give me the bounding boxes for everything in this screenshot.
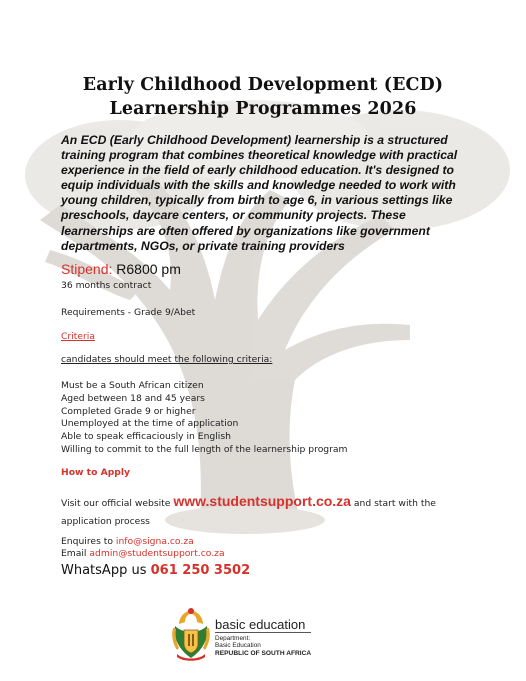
enquires-label: Enquires to xyxy=(61,536,116,547)
visit-website-text xyxy=(61,492,461,531)
title-line-2: Learnership Programmes 2026 xyxy=(109,99,417,119)
page-title xyxy=(0,73,526,121)
criteria-heading-link[interactable]: Criteria xyxy=(61,331,95,342)
list-item: Able to speak efficaciously in English xyxy=(61,431,231,443)
stipend xyxy=(61,260,181,278)
list-item: Completed Grade 9 or higher xyxy=(61,405,196,417)
admin-email-link[interactable]: admin@studentsupport.co.za xyxy=(89,548,225,559)
list-item: Unemployed at the time of application xyxy=(61,418,239,430)
criteria-list xyxy=(61,380,348,457)
whatsapp-number[interactable]: 061 250 3502 xyxy=(150,563,251,578)
list-item: Must be a South African citizen xyxy=(61,380,204,391)
list-item: Willing to commit to the full length of the learnership program xyxy=(61,443,348,455)
title-line-1: Early Childhood Development (ECD) xyxy=(82,75,444,95)
requirements: Requirements - Grade 9/Abet xyxy=(61,307,196,318)
stipend-value: R6800 pm xyxy=(116,261,181,277)
how-to-apply-heading: How to Apply xyxy=(61,467,130,478)
logo-line-1: Department: xyxy=(215,635,251,642)
intro-paragraph: An ECD (Early Childhood Development) learnership is a structured training program that combines theoretical knowledge with practical experience in the field of early childhood education. It's designed to equip individuals with the skills and knowledge needed to work with young children, typically from birth to age 6, in various settings like preschools, daycare centers, or community projects. These learnerships are often offered by organizations like government departments, NGOs, or private training providers xyxy=(61,133,458,253)
logo-department-text xyxy=(215,635,311,657)
stipend-label: Stipend: xyxy=(61,261,113,277)
logo-basic-education: basic education xyxy=(215,617,306,632)
logo-line-3: REPUBLIC OF SOUTH AFRICA xyxy=(215,649,312,657)
list-item: Aged between 18 and 45 years xyxy=(61,392,205,404)
whatsapp-line xyxy=(61,563,250,578)
whatsapp-label: WhatsApp us xyxy=(61,563,151,578)
criteria-intro: candidates should meet the following criteria: xyxy=(61,354,273,365)
email-line xyxy=(61,547,225,560)
visit-text-before: Visit our official website xyxy=(61,498,174,509)
email-label: Email xyxy=(61,548,90,559)
logo-line-2: Basic Education xyxy=(215,642,261,650)
visit-text-after: and start with the application process xyxy=(61,498,436,527)
logo-divider xyxy=(215,632,311,633)
website-link[interactable]: www.studentsupport.co.za xyxy=(173,493,351,509)
enquires-email-link[interactable]: info@signa.co.za xyxy=(115,536,194,547)
contract-duration: 36 months contract xyxy=(61,280,152,291)
